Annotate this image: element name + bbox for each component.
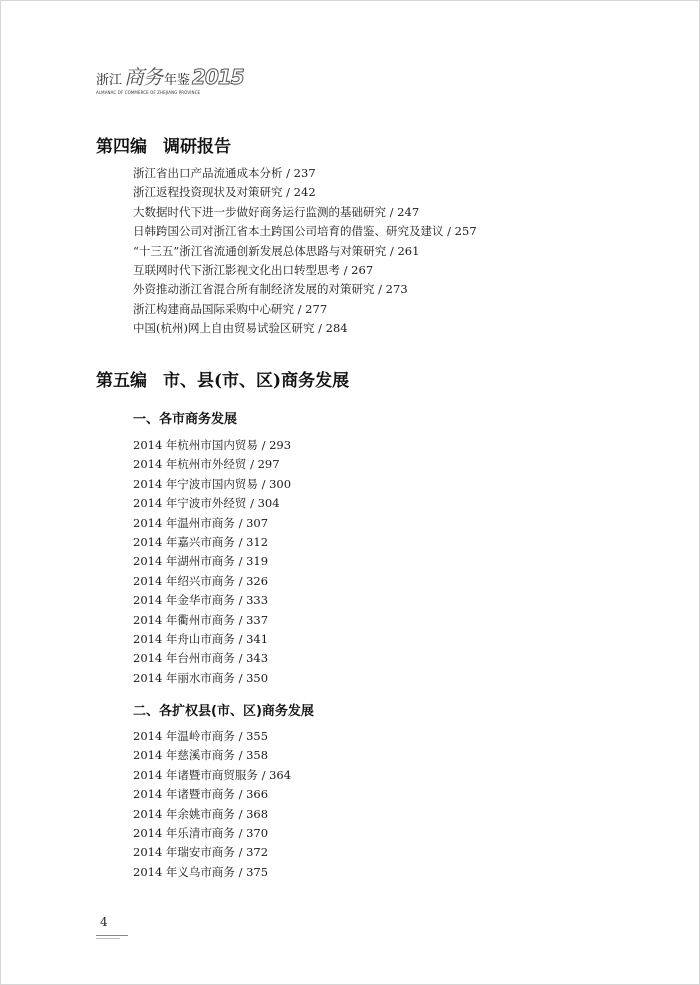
toc-entry[interactable]: 2014 年杭州市国内贸易 / 293	[133, 438, 292, 452]
toc-entry[interactable]: 2014 年绍兴市商务 / 326	[133, 573, 269, 588]
part4-heading	[96, 132, 231, 157]
toc-entry[interactable]: 大数据时代下进一步做好商务运行监测的基础研究 / 247	[133, 204, 420, 219]
section-heading-cities: 一、各市商务发展	[133, 412, 238, 427]
part5-title: 市、县(市、区)商务发展	[163, 371, 350, 391]
toc-entry[interactable]: 中国(杭州)网上自由贸易试验区研究 / 284	[133, 321, 348, 336]
toc-entry[interactable]: 2014 年温岭市商务 / 355	[133, 729, 269, 743]
toc-entry[interactable]: 2014 年衢州市商务 / 337	[133, 612, 269, 627]
part4-title: 调研报告	[163, 137, 231, 157]
page-number: 4	[100, 915, 108, 929]
toc-entry[interactable]: 2014 年杭州市外经贸 / 297	[133, 457, 280, 472]
part5-heading	[96, 366, 349, 391]
toc-entry[interactable]: 2014 年湖州市商务 / 319	[133, 554, 269, 569]
toc-entry[interactable]: 外资推动浙江省混合所有制经济发展的对策研究 / 273	[133, 282, 408, 297]
counties-entry-list	[133, 727, 291, 882]
toc-entry[interactable]: 2014 年丽水市商务 / 350	[133, 670, 269, 685]
part5-label: 第五编	[96, 371, 147, 391]
cities-entry-list	[133, 436, 291, 688]
toc-entry[interactable]: 2014 年义乌市商务 / 375	[133, 864, 269, 879]
header-subtitle: ALMANAC OF COMMERCE OF ZHEJIANG PROVINCE	[96, 90, 201, 95]
footer-rule	[96, 935, 128, 936]
header-nianjian: 年鉴	[164, 73, 191, 88]
toc-entry[interactable]: 2014 年金华市商务 / 333	[133, 593, 269, 608]
toc-entry[interactable]: 2014 年温州市商务 / 307	[133, 515, 269, 530]
toc-entry[interactable]: 2014 年舟山市商务 / 341	[133, 631, 269, 646]
toc-entry[interactable]: “十三五”浙江省流通创新发展总体思路与对策研究 / 261	[133, 243, 420, 258]
footer-rule-secondary	[96, 938, 120, 939]
toc-entry[interactable]: 2014 年乐清市商务 / 370	[133, 825, 269, 840]
toc-entry[interactable]: 2014 年台州市商务 / 343	[133, 651, 269, 666]
toc-entry[interactable]: 浙江构建商品国际采购中心研究 / 277	[133, 301, 328, 316]
toc-entry[interactable]: 2014 年宁波市国内贸易 / 300	[133, 476, 292, 491]
section-heading-counties: 二、各扩权县(市、区)商务发展	[133, 704, 314, 719]
toc-entry[interactable]: 2014 年瑞安市商务 / 372	[133, 845, 269, 860]
part4-entry-list	[133, 164, 477, 339]
toc-entry[interactable]: 2014 年诸暨市商务 / 366	[133, 787, 269, 802]
header-year: 2015	[192, 65, 244, 89]
toc-entry[interactable]: 浙江省出口产品流通成本分析 / 237	[133, 166, 316, 180]
toc-entry[interactable]: 互联网时代下浙江影视文化出口转型思考 / 267	[133, 262, 374, 277]
running-header	[96, 61, 296, 101]
part4-label: 第四编	[96, 137, 147, 157]
toc-entry[interactable]: 2014 年慈溪市商务 / 358	[133, 748, 269, 763]
header-zhejiang: 浙江	[96, 73, 123, 88]
toc-entry[interactable]: 浙江返程投资现状及对策研究 / 242	[133, 185, 316, 200]
toc-entry[interactable]: 2014 年嘉兴市商务 / 312	[133, 534, 269, 549]
toc-entry[interactable]: 2014 年余姚市商务 / 368	[133, 806, 269, 821]
almanac-logo	[96, 61, 296, 90]
header-shangwu: 商务	[124, 65, 163, 89]
toc-entry[interactable]: 2014 年诸暨市商贸服务 / 364	[133, 767, 292, 782]
toc-entry[interactable]: 日韩跨国公司对浙江省本土跨国公司培育的借鉴、研究及建议 / 257	[133, 224, 477, 239]
toc-entry[interactable]: 2014 年宁波市外经贸 / 304	[133, 496, 280, 511]
